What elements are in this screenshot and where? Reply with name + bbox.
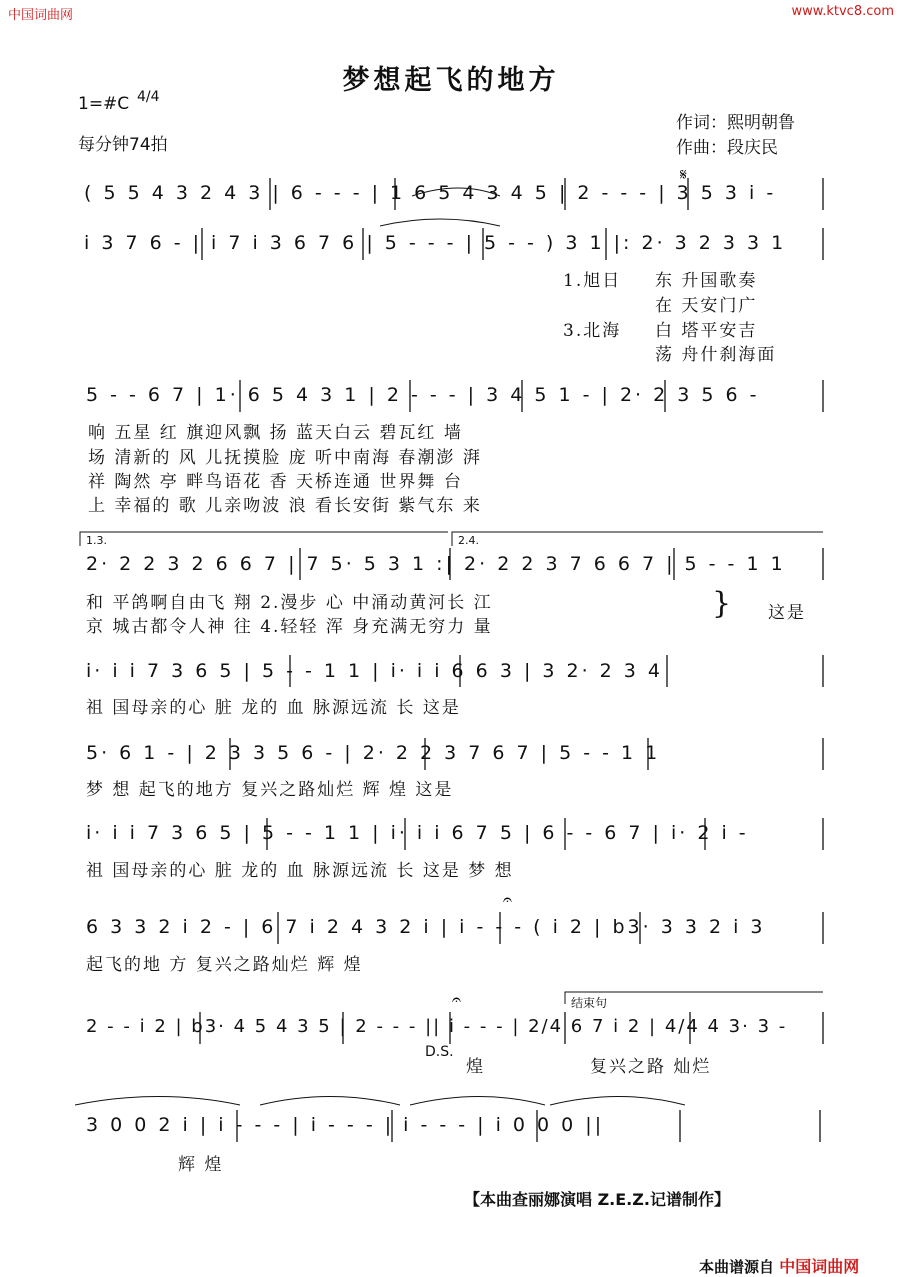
notation-row-10: 3 0 0 2 i | i - - - | i - - - | i - - - | i 0 0 0 || xyxy=(86,1114,605,1136)
watermark-right: www.ktvc8.com xyxy=(791,4,894,19)
time-signature: 4/4 xyxy=(137,89,160,105)
verse-2-cont: 在 天安门广 xyxy=(655,296,758,316)
lyric-row-7: 祖 国母亲的心 脏 龙的 血 脉源远流 长 这是 梦 想 xyxy=(86,861,514,881)
footer-left: 本曲谱源自 xyxy=(699,1258,775,1276)
verse-3-cont: 白 塔平安吉 xyxy=(655,321,758,341)
verse-3-start: 3.北海 xyxy=(563,321,622,341)
verse-line-3: 祥 陶然 亭 畔鸟语花 香 天桥连通 世界舞 台 xyxy=(88,472,463,492)
coda-label: 结束句 xyxy=(571,996,608,1010)
key-signature: 1=#C xyxy=(78,94,130,114)
svg-text:𝄐: 𝄐 xyxy=(503,890,512,909)
verse-line-4: 上 幸福的 歌 儿亲吻波 浪 看长安街 紫气东 来 xyxy=(88,496,482,516)
performance-credit: 【本曲查丽娜演唱 Z.E.Z.记谱制作】 xyxy=(464,1190,730,1209)
ending-2-label: 2.4. xyxy=(458,534,479,547)
notation-row-2: i 3 7 6 - | i 7 i 3 6 7 6 | 5 - - - | 5 - - ) 3 1 |: 2· 3 2 3 3 1 xyxy=(84,232,787,254)
ending-1-label: 1.3. xyxy=(86,534,107,547)
ds-lyric: 煌 xyxy=(466,1057,485,1077)
verse-4-cont: 荡 舟什刹海面 xyxy=(655,345,777,365)
notation-row-7: i· i i 7 3 6 5 | 5 - - 1 1 | i· i i 6 7 5 | 6 - - 6 7 | i· 2 i - xyxy=(86,822,749,844)
footer-source xyxy=(699,1254,859,1277)
svg-text:𝄋: 𝄋 xyxy=(680,165,687,184)
verse-line-1: 响 五星 红 旗迎风飘 扬 蓝天白云 碧瓦红 墙 xyxy=(88,423,463,443)
song-title: 梦想起飞的地方 xyxy=(342,65,560,96)
notation-row-4: 2· 2 2 3 2 6 6 7 | 7 5· 5 3 1 :| 2· 2 2 3 7 6 6 7 | 5 - - 1 1 xyxy=(86,553,786,575)
refrain-tail: 这是 xyxy=(768,603,806,623)
verse-1-cont: 东 升国歌奏 xyxy=(655,271,758,291)
composer: 作曲：段庆民 xyxy=(676,138,778,158)
tempo: 每分钟74拍 xyxy=(78,135,168,155)
refrain-line-2: 京 城古都令人神 往 4.轻轻 浑 身充满无穷力 量 xyxy=(86,617,493,637)
lyric-row-8: 起飞的地 方 复兴之路灿烂 辉 煌 xyxy=(86,955,363,975)
lyric-row-5: 祖 国母亲的心 脏 龙的 血 脉源远流 长 这是 xyxy=(86,698,461,718)
ds-label: D.S. xyxy=(425,1044,454,1060)
final-lyric: 辉 煌 xyxy=(178,1155,224,1175)
verse-1-start: 1.旭日 xyxy=(563,271,622,291)
notation-row-5: i· i i 7 3 6 5 | 5 - - 1 1 | i· i i 6 6 3 | 3 2· 2 3 4 xyxy=(86,660,664,682)
notation-row-3: 5 - - 6 7 | 1· 6 5 4 3 1 | 2 - - - | 3 4 5 1 - | 2· 2 3 5 6 - xyxy=(86,384,760,406)
notation-row-9: 2 - - i 2 | b3· 4 5 4 3 5 | 2 - - - || i - - - | 2/4 6 7 i 2 | 4/4 4 3· 3 - xyxy=(86,1016,788,1037)
lyricist: 作词：熙明朝鲁 xyxy=(676,113,795,133)
notation-row-1: ( 5 5 4 3 2 4 3 | 6 - - - | 1 6 5 4 3 4 5 | 2 - - - | 3 5 3 i - xyxy=(84,182,777,204)
coda-lyric: 复兴之路 灿烂 xyxy=(590,1057,712,1077)
svg-text:𝄐: 𝄐 xyxy=(452,990,461,1009)
footer-right: 中国词曲网 xyxy=(779,1257,860,1276)
watermark-left: 中国词曲网 xyxy=(8,8,74,23)
refrain-line-1: 和 平鸽啊自由飞 翔 2.漫步 心 中涌动黄河长 江 xyxy=(86,593,493,613)
notation-row-6: 5· 6 1 - | 2 3 3 5 6 - | 2· 2 2 3 7 6 7 | 5 - - 1 1 xyxy=(86,742,661,764)
lyric-row-6: 梦 想 起飞的地方 复兴之路灿烂 辉 煌 这是 xyxy=(86,780,454,800)
notation-row-8: 6 3 3 2 i 2 - | 6 7 i 2 4 3 2 i | i - - - ( i 2 | b3· 3 3 2 i 3 xyxy=(86,916,766,938)
verse-line-2: 场 清新的 风 儿抚摸脸 庞 听中南海 春潮澎 湃 xyxy=(88,448,482,468)
brace: } xyxy=(712,586,732,621)
